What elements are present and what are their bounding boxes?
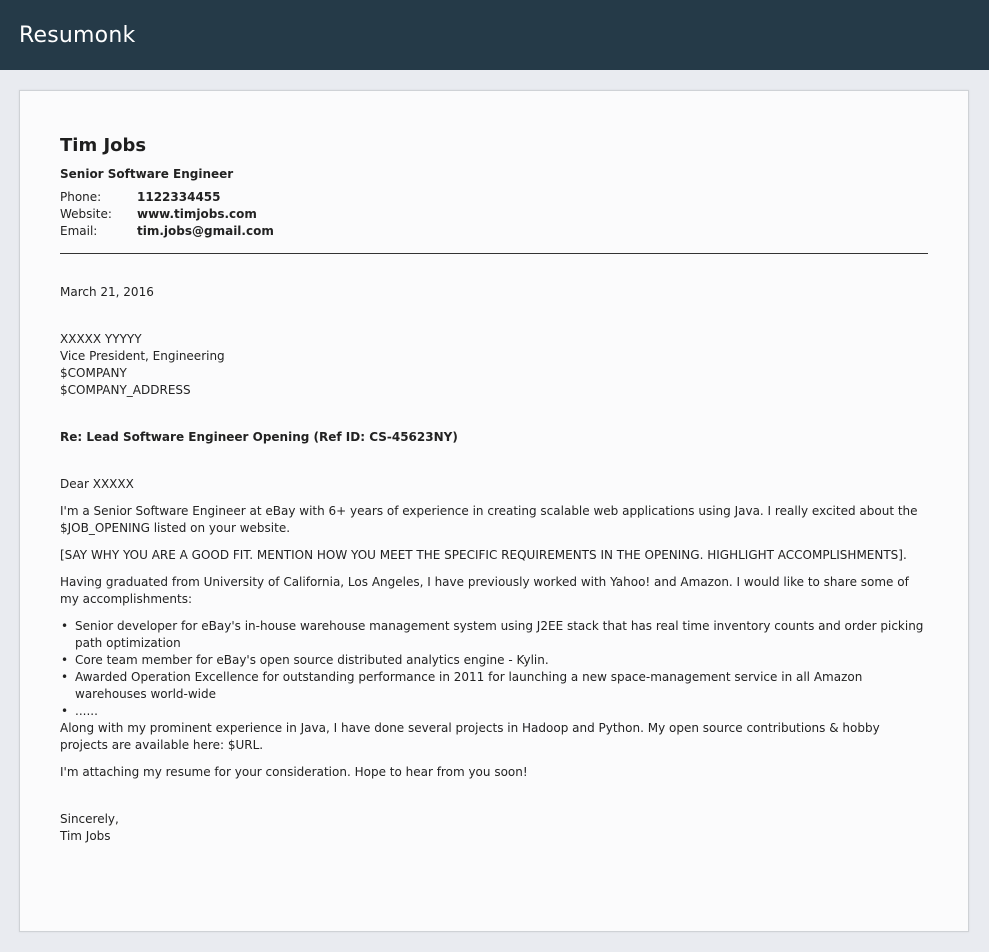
phone-value: 1122334455 (137, 190, 221, 204)
contact-details (60, 189, 928, 240)
recipient-name: XXXXX YYYYY (60, 332, 142, 346)
letter-subject: Re: Lead Software Engineer Opening (Ref ID: CS-45623NY) (60, 430, 458, 444)
body-paragraph: Having graduated from University of California, Los Angeles, I have previously worked with Yahoo! and Amazon. I would like to share some of my accomplishments: (60, 575, 909, 606)
body-paragraph: [SAY WHY YOU ARE A GOOD FIT. MENTION HOW YOU MEET THE SPECIFIC REQUIREMENTS IN THE OPENING. HIGHLIGHT ACCOMPLISHMENTS]. (60, 548, 907, 562)
list-item: • Core team member for eBay's open source distributed analytics engine - Kylin. (60, 652, 928, 669)
contact-row-phone (60, 189, 928, 206)
list-item: • Awarded Operation Excellence for outstanding performance in 2011 for launching a new space-management service in all Amazon warehouses world-wide (60, 669, 928, 703)
letter-date: March 21, 2016 (60, 285, 154, 299)
applicant-title: Senior Software Engineer (60, 167, 234, 181)
recipient-company: $COMPANY (60, 366, 127, 380)
contact-label: Phone: (60, 190, 102, 204)
website-value: www.timjobs.com (137, 207, 257, 221)
body-paragraph: I'm attaching my resume for your consideration. Hope to hear from you soon! (60, 765, 528, 779)
applicant-name: Tim Jobs (60, 135, 147, 156)
cover-letter-document (19, 90, 969, 932)
header-divider (60, 253, 928, 254)
contact-row-website (60, 206, 928, 223)
brand-logo[interactable]: Resumonk (19, 22, 136, 48)
closing-phrase: Sincerely, (60, 812, 119, 826)
recipient-address: $COMPANY_ADDRESS (60, 383, 191, 397)
letter-closing (60, 811, 928, 845)
letter-greeting: Dear XXXXX (60, 477, 134, 491)
list-item: • Senior developer for eBay's in-house warehouse management system using J2EE stack that has real time inventory counts and order picking path optimization (60, 618, 928, 652)
email-value: tim.jobs@gmail.com (137, 224, 274, 238)
body-paragraph: Along with my prominent experience in Java, I have done several projects in Hadoop and Python. My open source contributions & hobby projects are available here: $URL. (60, 721, 880, 752)
contact-row-email (60, 223, 928, 240)
accomplishments-list (60, 618, 928, 720)
contact-label: Website: (60, 207, 112, 221)
recipient-title: Vice President, Engineering (60, 349, 225, 363)
app-header (0, 0, 989, 70)
recipient-block (60, 331, 928, 399)
contact-label: Email: (60, 224, 98, 238)
list-item: • ...... (60, 703, 928, 720)
signature-name: Tim Jobs (60, 829, 111, 843)
body-paragraph: I'm a Senior Software Engineer at eBay with 6+ years of experience in creating scalable web applications using Java. I really excited about the $JOB_OPENING listed on your website. (60, 504, 918, 535)
